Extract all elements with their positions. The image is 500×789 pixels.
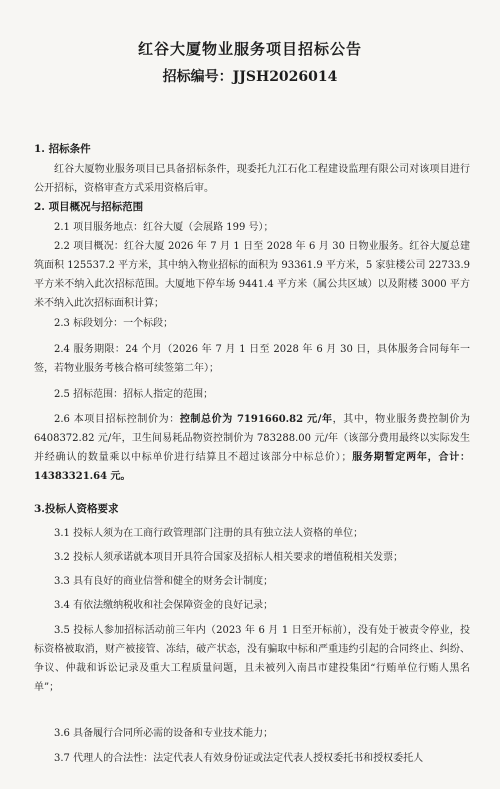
control-total-price: 控制总价为 7191660.82 元/年 bbox=[179, 414, 333, 425]
item-2-6 bbox=[34, 410, 470, 486]
section-1-paragraph: 红谷大厦物业服务项目已具备招标条件，现委托九江石化工程建设监理有限公司对该项目进行公开招标，资格审查方式采用资格后审。 bbox=[34, 164, 470, 194]
item-3-4: 3.4 有依法缴纳税收和社会保障资金的良好记录； bbox=[54, 600, 274, 611]
item-2-2: 2.2 项目概况：红谷大厦 2026 年 7 月 1 日至 2028 年 6 月 30 日物业服务。红谷大厦总建筑面积 125537.2 平方米，其中纳入物业招标的面积为 93361.9 平方米，5 家驻楼公司 22733.9 平方米不纳入此次招标范围。大厦地下停车场 9441.4 平方米（属公共区域）以及附楼 3000 平方米不纳入此次招标面积计算； bbox=[34, 241, 470, 309]
section-heading-1: 1. 招标条件 bbox=[34, 143, 91, 155]
service-period-total: 服务期暂定两年，合计：14383321.64 元。 bbox=[34, 452, 471, 482]
item-3-5: 3.5 投标人参加招标活动前三年内（2023 年 6 月 1 日至开标前），没有处于被责令停业，投标资格被取消，财产被接管、冻结，破产状态，没有骗取中标和严重违约引起的合同终止、纠纷、争议、仲裁和诉讼记录及重大工程质量问题，且未被列入南昌市建投集团“行贿单位行贿人黑名单”； bbox=[34, 625, 470, 693]
document-title: 红谷大厦物业服务项目招标公告 bbox=[137, 40, 362, 58]
item-3-3: 3.3 具有良好的商业信誉和健全的财务会计制度； bbox=[54, 576, 274, 587]
item-3-2: 3.2 投标人须承诺就本项目开具符合国家及招标人相关要求的增值税相关发票； bbox=[54, 552, 404, 563]
section-heading-2: 2. 项目概况与招标范围 bbox=[34, 201, 144, 213]
item-2-6-lead: 2.6 本项目招标控制价为： bbox=[54, 414, 180, 425]
section-heading-3: 3.投标人资格要求 bbox=[34, 503, 119, 515]
item-2-5: 2.5 招标范围：招标人指定的范围； bbox=[54, 389, 214, 400]
item-2-3: 2.3 标段划分：一个标段； bbox=[54, 318, 174, 329]
item-3-7: 3.7 代理人的合法性：法定代表人有效身份证或法定代表人授权委托书和授权委托人 bbox=[54, 753, 424, 764]
tender-number: 招标编号：JJSH2026014 bbox=[162, 69, 338, 85]
item-2-1: 2.1 项目服务地点：红谷大厦（会展路 199 号）； bbox=[54, 222, 274, 233]
item-3-6: 3.6 具备履行合同所必需的设备和专业技术能力； bbox=[54, 728, 274, 739]
item-3-1: 3.1 投标人须为在工商行政管理部门注册的具有独立法人资格的单位； bbox=[54, 528, 364, 539]
item-2-4: 2.4 服务期限：24 个月（2026 年 7 月 1 日至 2028 年 6 月 30 日，具体服务合同每年一签，若物业服务考核合格可续签第二年）； bbox=[34, 344, 470, 374]
item-2-6-detail: ，其中，物业服务费控制价为 6408372.82 元/年，卫生间易耗品物资控制价为 783288.00 元/年（该部分费用最终以实际发生并经确认的数量乘以中标单价进行结算且不超过该部分中标总价）； bbox=[34, 414, 470, 463]
